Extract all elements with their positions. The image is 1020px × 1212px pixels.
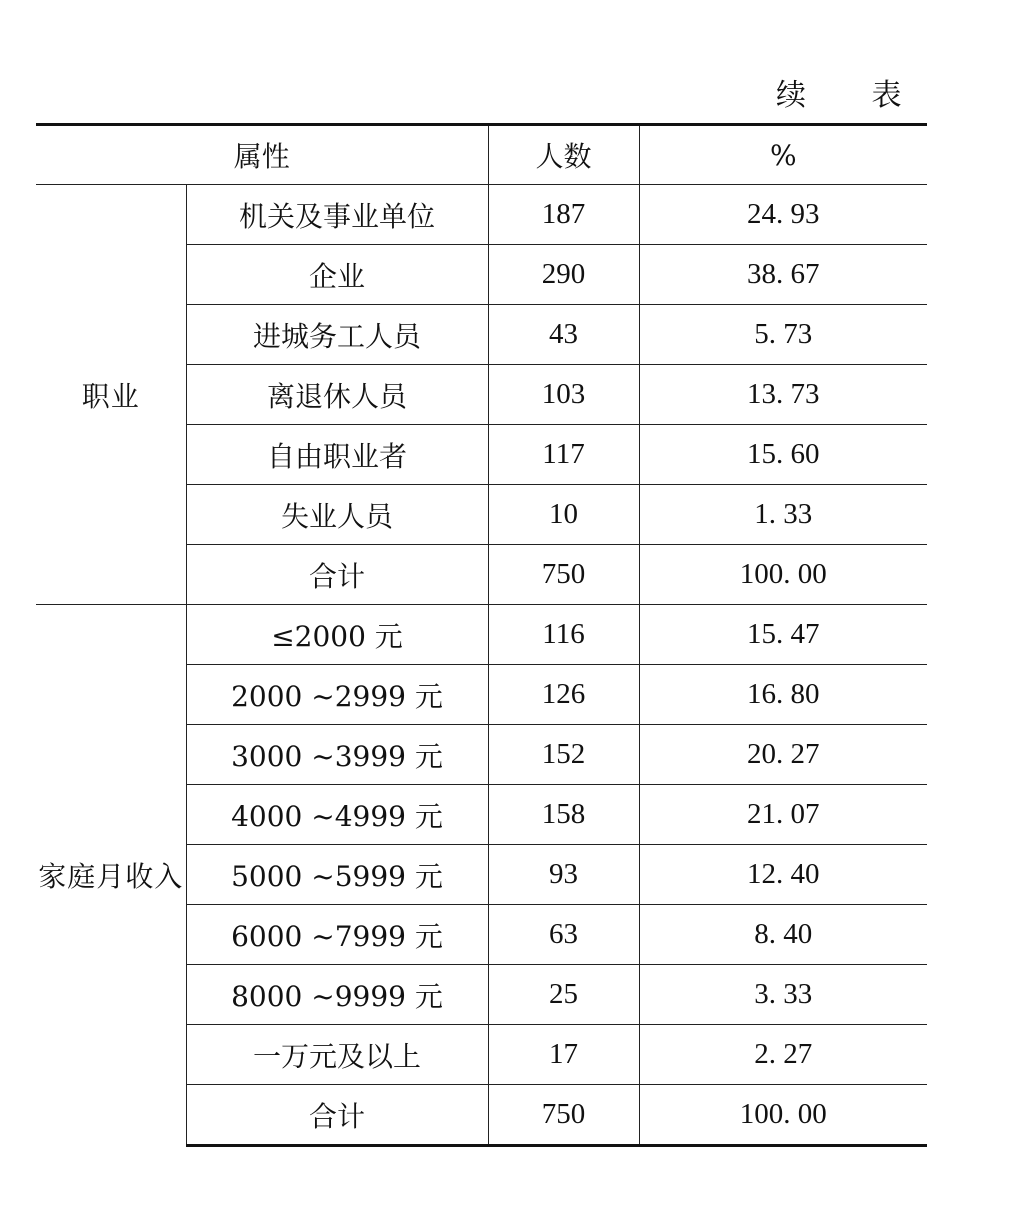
statistics-table [36,123,927,1147]
row-count: 25 [488,965,639,1025]
row-percent: 13. 73 [639,365,927,425]
table-row [36,605,927,665]
row-item-label: 5000 ~5999 元 [186,845,488,905]
row-item-label: 企业 [186,245,488,305]
row-percent: 16. 80 [639,665,927,725]
row-percent: 100. 00 [639,545,927,605]
row-percent: 15. 60 [639,425,927,485]
row-item-label: 自由职业者 [186,425,488,485]
row-count: 126 [488,665,639,725]
table-continued-caption: 续 表 [776,78,930,113]
row-item-label: 合计 [186,545,488,605]
row-item-label: 进城务工人员 [186,305,488,365]
row-count: 17 [488,1025,639,1085]
row-count: 93 [488,845,639,905]
row-percent: 38. 67 [639,245,927,305]
row-percent: 1. 33 [639,485,927,545]
row-percent: 100. 00 [639,1085,927,1146]
row-count: 43 [488,305,639,365]
row-count: 187 [488,185,639,245]
row-item-label: 4000 ~4999 元 [186,785,488,845]
row-percent: 8. 40 [639,905,927,965]
row-percent: 21. 07 [639,785,927,845]
table-row [36,185,927,245]
row-item-label: 离退休人员 [186,365,488,425]
row-count: 158 [488,785,639,845]
row-item-label: 一万元及以上 [186,1025,488,1085]
header-attribute: 属性 [36,125,488,185]
row-count: 10 [488,485,639,545]
row-item-label: 2000 ~2999 元 [186,665,488,725]
header-count: 人数 [488,125,639,185]
row-percent: 5. 73 [639,305,927,365]
row-item-label: 合计 [186,1085,488,1146]
row-count: 152 [488,725,639,785]
group-label: 职业 [36,185,186,605]
row-percent: 24. 93 [639,185,927,245]
row-count: 750 [488,1085,639,1146]
row-percent: 2. 27 [639,1025,927,1085]
group-label: 家庭月收入 [36,605,186,1146]
row-count: 750 [488,545,639,605]
row-count: 117 [488,425,639,485]
row-item-label: 8000 ~9999 元 [186,965,488,1025]
header-percent: % [639,125,927,185]
row-count: 290 [488,245,639,305]
row-count: 116 [488,605,639,665]
row-percent: 3. 33 [639,965,927,1025]
row-item-label: ≤2000 元 [186,605,488,665]
row-count: 103 [488,365,639,425]
row-item-label: 3000 ~3999 元 [186,725,488,785]
row-item-label: 失业人员 [186,485,488,545]
row-percent: 12. 40 [639,845,927,905]
table-header-row [36,125,927,185]
row-item-label: 机关及事业单位 [186,185,488,245]
table-body [36,185,927,1146]
row-item-label: 6000 ~7999 元 [186,905,488,965]
row-percent: 15. 47 [639,605,927,665]
row-percent: 20. 27 [639,725,927,785]
row-count: 63 [488,905,639,965]
